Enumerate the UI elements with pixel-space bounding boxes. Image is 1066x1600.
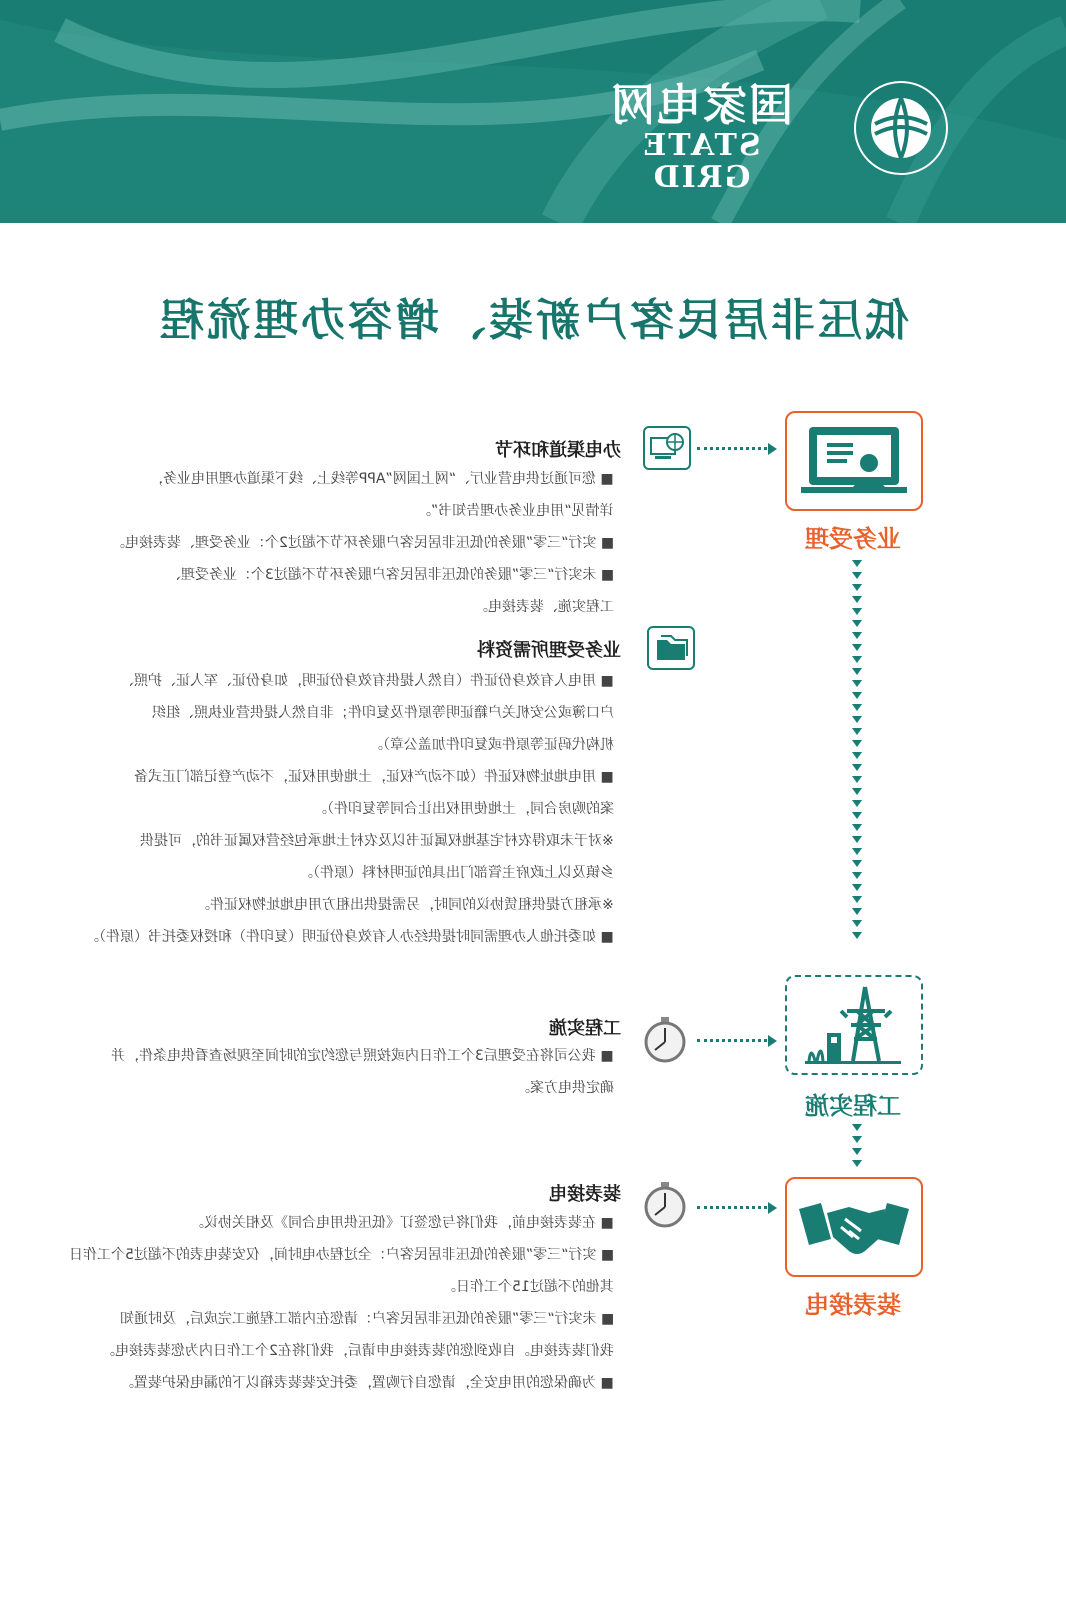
arrow-tick — [852, 704, 862, 711]
arrow-tick — [852, 716, 862, 723]
stage-label-engineering: 工程实施 — [805, 1092, 901, 1120]
arrow-tick — [852, 824, 862, 831]
connector-arrow-engineering — [768, 1035, 777, 1047]
arrow-tick — [852, 608, 862, 615]
arrow-tick — [852, 1160, 862, 1167]
arrow-tick — [852, 872, 862, 879]
arrow-tick — [852, 920, 862, 927]
arrow-tick — [852, 572, 862, 579]
connector-dots-channels — [697, 447, 767, 450]
arrow-tick — [852, 788, 862, 795]
connector-arrow-channels — [768, 443, 777, 455]
brand-name-en: STATE GRID — [641, 128, 761, 195]
arrow-tick — [852, 836, 862, 843]
connector-dots-metering — [697, 1206, 767, 1209]
arrow-tick — [852, 584, 862, 591]
stage-business-acceptance — [785, 411, 923, 511]
arrow-tick — [852, 740, 862, 747]
arrow-tick — [852, 1148, 862, 1155]
bullet-line: ■ 用电人有效身份证件（自然人提供有效身份证明，如身份证、军人证、护照、 — [120, 673, 614, 689]
arrow-tick — [852, 560, 862, 567]
arrow-tick — [852, 632, 862, 639]
arrow-tick — [852, 668, 862, 675]
section-title-engineering: 工程实施 — [549, 1018, 621, 1039]
bullet-line: ■ 实行“三零”服务的低压非居民客户服务环节不超过2个：业务受理、装表接电。 — [110, 535, 614, 551]
connector-arrow-metering — [768, 1202, 777, 1214]
arrow-tick — [852, 908, 862, 915]
bullet-line: 其他的不超过15个工作日。 — [442, 1279, 614, 1295]
power-tower-icon — [787, 977, 921, 1073]
section-title-materials: 业务受理所需资料 — [477, 640, 621, 661]
bullet-line: 确定供电方案。 — [516, 1080, 614, 1096]
arrow-tick — [852, 692, 862, 699]
bullet-line: 机构代码证等原件或复印件加盖公章）。 — [369, 737, 614, 753]
arrow-tick — [852, 680, 862, 687]
stage-meter-installation — [785, 1177, 923, 1277]
brand-name-cn: 国家电网 — [609, 80, 793, 131]
arrow-tick — [852, 848, 862, 855]
arrow-tick — [852, 728, 862, 735]
page-title: 低压非居民客户新装、增容办理流程 — [157, 295, 909, 346]
section-bullets-metering — [69, 1210, 614, 1402]
stopwatch-icon — [641, 1180, 689, 1228]
bullet-line: 户口簿或公安机关户籍证明等原件及复印件；非自然人提供营业执照、组织 — [152, 705, 614, 721]
section-bullets-channels — [111, 466, 614, 626]
bullet-line: ■ 您可通过供电营业厅、“网上国网”APP等线上、线下渠道办理用电业务， — [149, 471, 614, 487]
arrow-tick — [852, 752, 862, 759]
stage-engineering — [785, 975, 923, 1075]
section-bullets-materials — [85, 668, 614, 956]
bullet-line: ■ 未实行“三零”服务的低压非居民客户服务环节不超过3个：业务受理、 — [166, 567, 614, 583]
bullet-line: ■ 如委托他人办理需同时提供经办人有效身份证明（复印件）和授权委托书（原件）。 — [85, 929, 614, 945]
header-banner — [0, 0, 1066, 223]
bullet-line: 我们装表接电。自收到您的装表接电申请后，我们将在2个工作日内为您装表接电。 — [101, 1343, 614, 1359]
bullet-line: ■ 在装表接电前，我们将与您签订《低压供用电合同》及相关协议。 — [190, 1215, 614, 1231]
arrow-tick — [852, 596, 862, 603]
bullet-line: 工程实施、装表接电。 — [474, 599, 614, 615]
stopwatch-icon — [641, 1015, 689, 1063]
arrow-tick — [852, 800, 862, 807]
arrow-tick — [852, 896, 862, 903]
section-bullets-engineering — [111, 1043, 614, 1107]
state-grid-emblem-icon — [853, 80, 949, 176]
bullet-line: 乡镇及以上政府主管部门出具的证明材料（原件）。 — [299, 865, 614, 881]
bullet-line: ■ 实行“三零”服务的低压非居民客户：全过程办电时间，仅安装电表的不超过5个工作日 — [68, 1247, 614, 1263]
arrow-tick — [852, 932, 862, 939]
section-title-channels: 办电渠道和环节 — [495, 440, 621, 461]
flow-arrow-down-1 — [850, 560, 864, 944]
stage-label-meter-installation: 装表接电 — [805, 1291, 901, 1319]
bullet-line: ■ 用电地址物权证件（如不动产权证，土地使用权证，不动产登记部门正式备 — [134, 769, 614, 785]
arrow-tick — [852, 860, 862, 867]
arrow-tick — [852, 644, 862, 651]
bullet-line: ■ 未实行“三零”服务的低压非居民客户：请您在内部工程施工完成后，及时通知 — [119, 1311, 614, 1327]
arrow-tick — [852, 620, 862, 627]
bullet-line: ※对于未取得农村宅基地权属证书以及农村土地承包经营权属证书的，可提供 — [140, 833, 614, 849]
arrow-tick — [852, 776, 862, 783]
bullet-line: 案的购房合同，土地使用权出让合同等复印件）。 — [313, 801, 614, 817]
arrow-tick — [852, 764, 862, 771]
arrow-tick — [852, 1136, 862, 1143]
brand-logotype — [601, 80, 801, 195]
computer-globe-icon — [643, 426, 691, 470]
bullet-line: ■ 为确保您的用电安全，请您自行购置，委托安装装表箱以下的漏电保护装置。 — [120, 1375, 614, 1391]
stage-label-business-acceptance: 业务受理 — [805, 525, 901, 553]
arrow-tick — [852, 884, 862, 891]
service-counter-icon — [787, 413, 921, 509]
section-title-metering: 装表接电 — [549, 1184, 621, 1205]
arrow-tick — [852, 1124, 862, 1131]
arrow-tick — [852, 812, 862, 819]
bullet-line: ※承租方提供租赁协议的同时，另需提供出租方用电地址物权证件。 — [196, 897, 614, 913]
connector-dots-engineering — [697, 1039, 767, 1042]
handshake-icon — [787, 1179, 921, 1275]
bullet-line: ■ 我公司将在受理后3个工作日内或按照与您约定的时间至现场查看供电条件，并 — [111, 1048, 614, 1064]
flow-arrow-down-2 — [850, 1124, 864, 1172]
bullet-line: 详情见“用电业务办理告知书”。 — [417, 503, 614, 519]
arrow-tick — [852, 656, 862, 663]
folder-icon — [647, 626, 695, 670]
